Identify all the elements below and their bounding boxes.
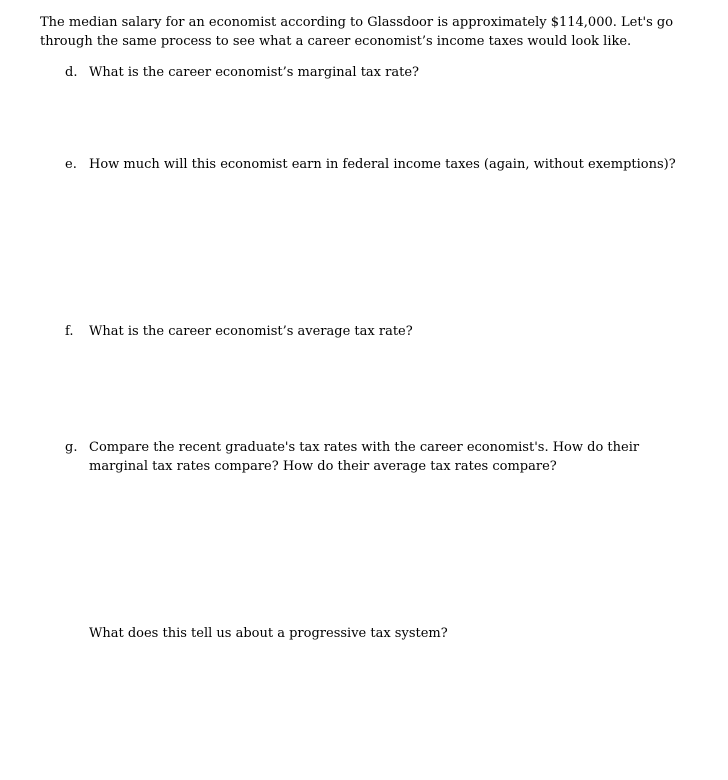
question-g (65, 438, 685, 476)
question-label: e. (65, 157, 77, 172)
question-label: g. (65, 440, 78, 455)
intro-paragraph: The median salary for an economist according to Glassdoor is approximately $114,000. Let's go through the same process to see what a career economist’s income taxes would look like. (40, 15, 674, 49)
question-label: f. (65, 324, 74, 339)
question-label: d. (65, 65, 78, 80)
question-text: Compare the recent graduate's tax rates with the career economist's. How do their marginal tax rates compare? How do their average tax rates compare? (89, 440, 640, 474)
question-text: What is the career economist’s average tax rate? (89, 324, 413, 339)
followup-question: What does this tell us about a progressive tax system? (89, 626, 448, 641)
question-text: How much will this economist earn in federal income taxes (again, without exemptions)? (89, 157, 676, 172)
question-e (65, 155, 685, 174)
question-f (65, 322, 685, 341)
question-text: What is the career economist’s marginal tax rate? (89, 65, 419, 80)
question-d (65, 63, 685, 82)
